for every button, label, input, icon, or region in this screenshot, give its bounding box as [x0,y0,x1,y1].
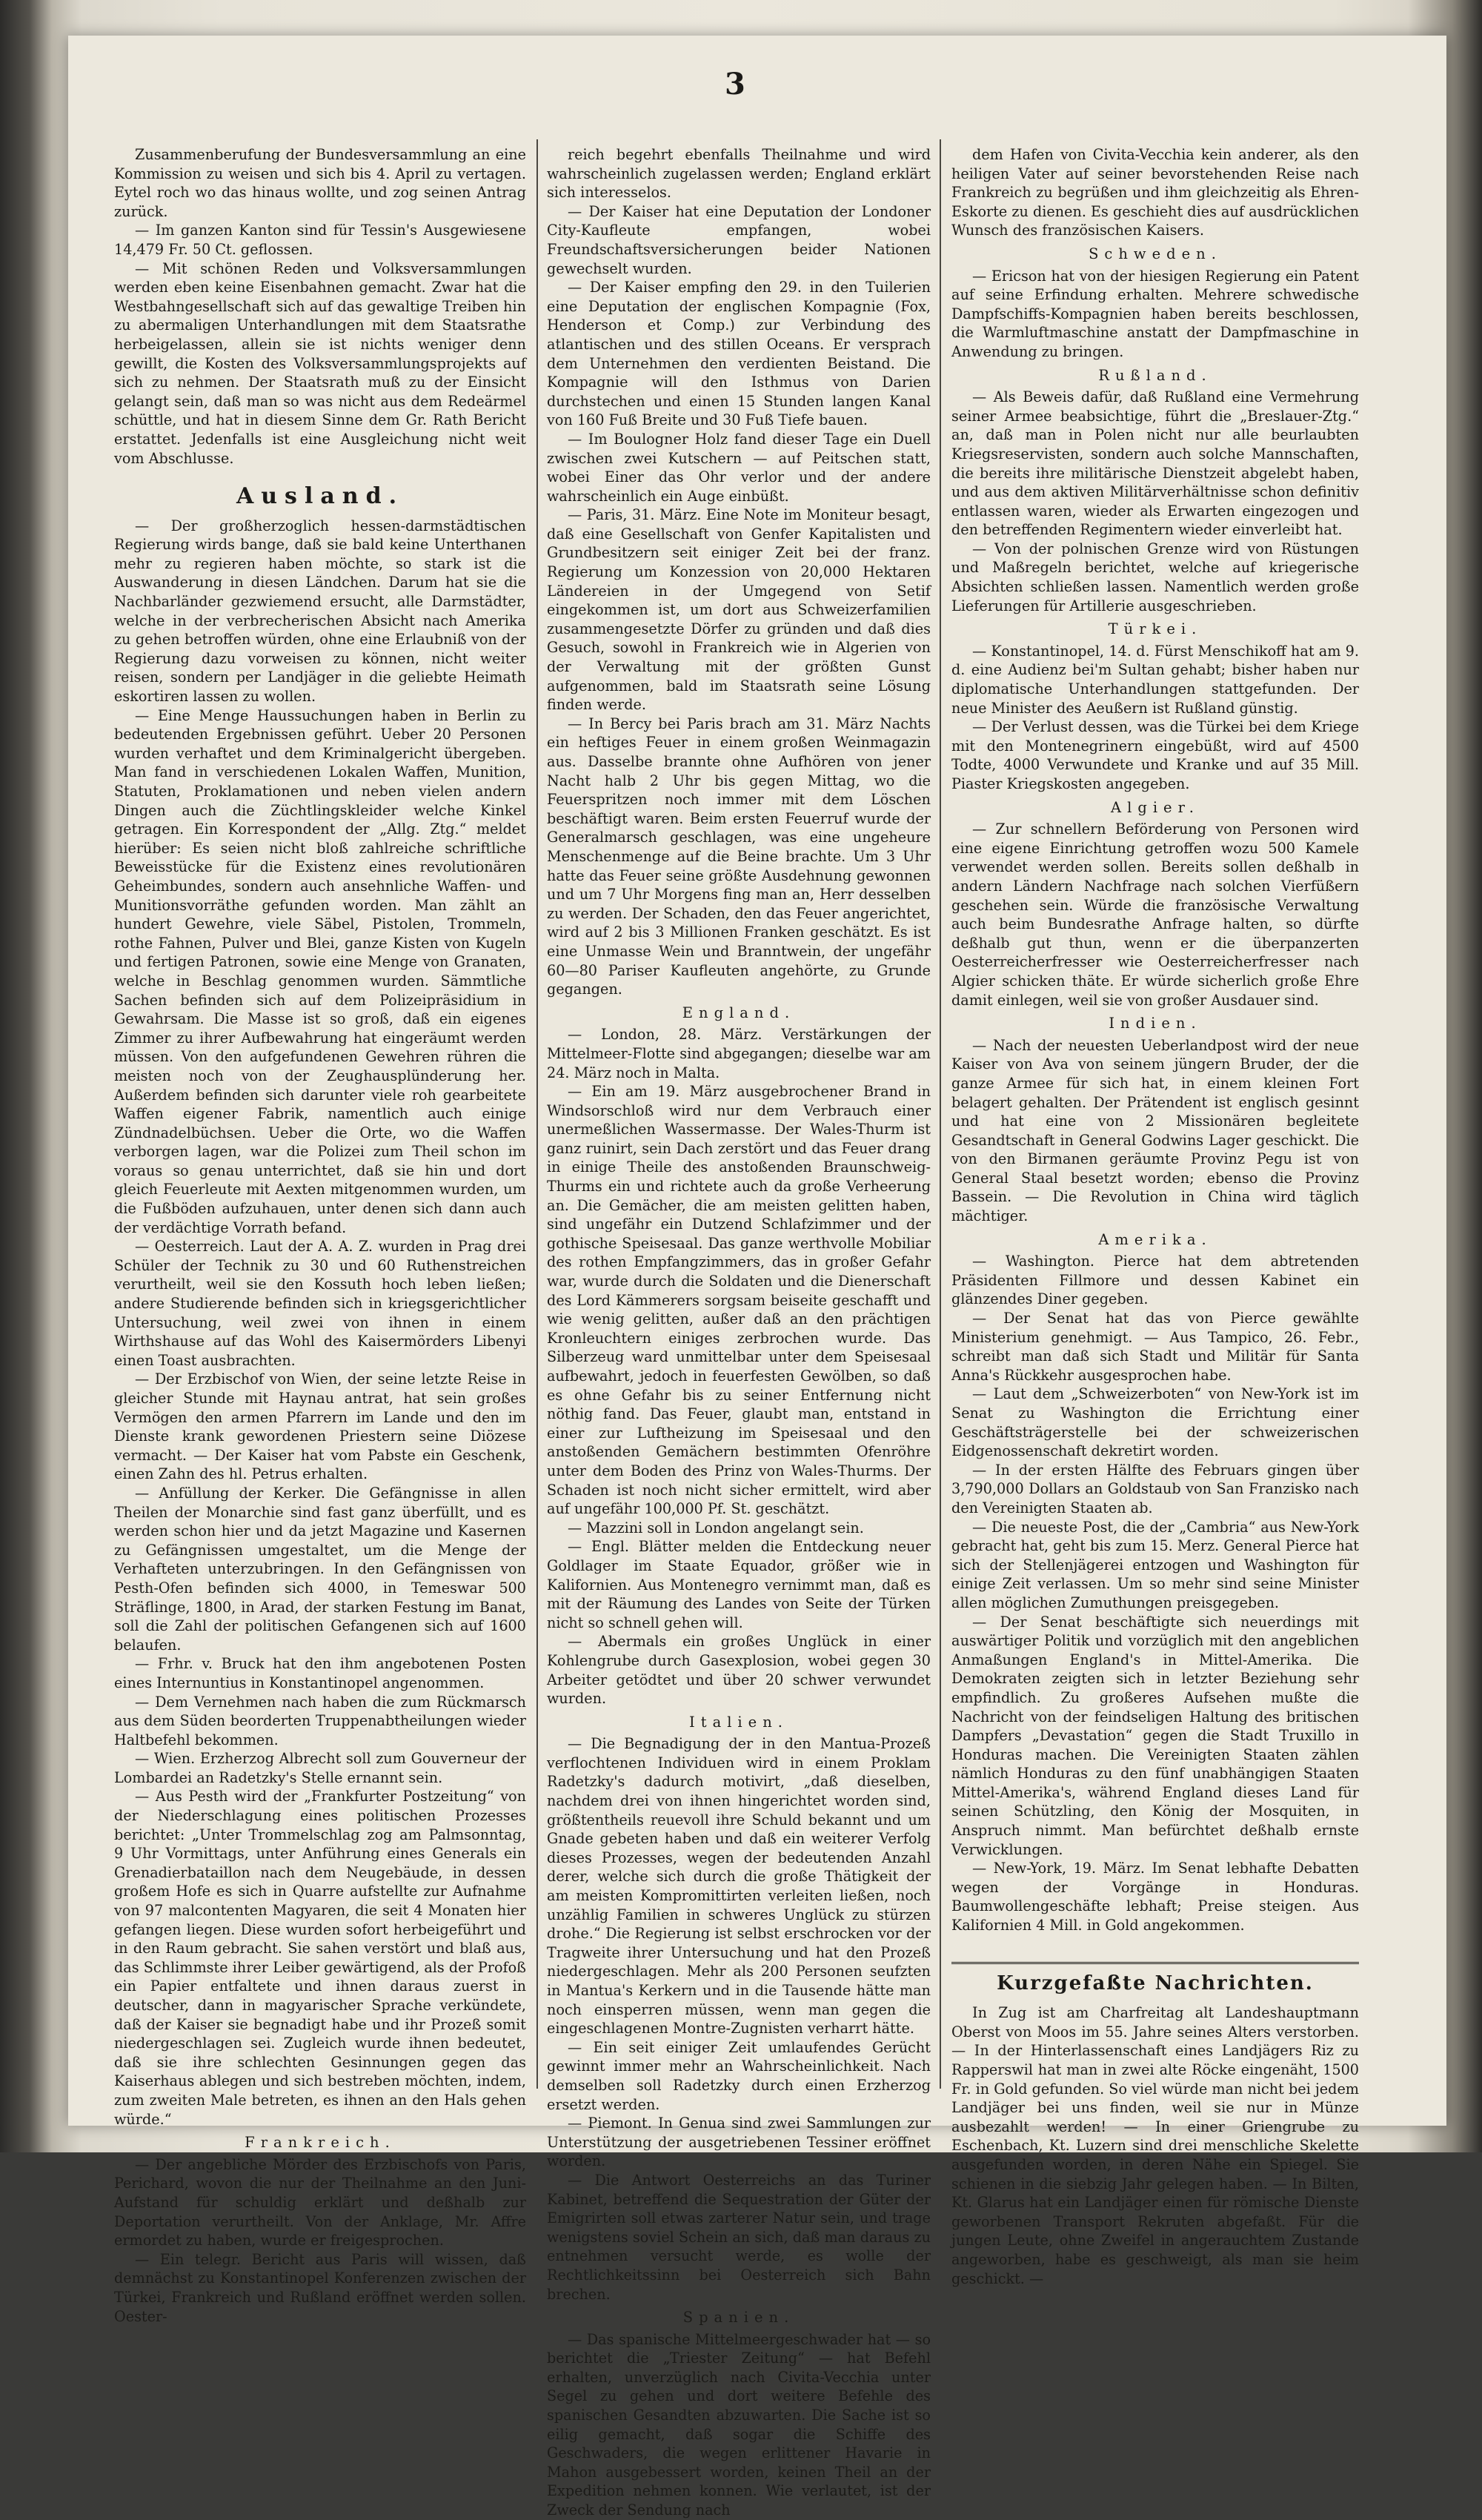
article-paragraph: — Der Senat beschäftigte sich neuerdings mit auswärtiger Politik und vorzüglich mit den angeblichen Anmaßungen England's in Mittel-Amerika. Die Demokraten zeigten sich in letzter Beziehung sehr empfindlich. Zu großeres Aufsehen mußte die Nachricht von der feindseligen Haltung des britischen Dampfers „Devastation“ gegen die Stadt Truxillo in Honduras machen. Die Vereinigten Staaten zählen nämlich Honduras zu den fünf unabhängigen Staaten Mittel-Amerika's, während England dieses Land für seinen Schützling, den König der Mosquiten, in Anspruch nimmt. Man befürchtet deßhalb ernste Verwicklungen. [951,1613,1359,1858]
page-number: 3 [725,67,745,102]
article-paragraph: — Nach der neuesten Ueberlandpost wird der neue Kaiser von Ava von seinem jüngern Bruder, der die ganze Armee für sich hat, in einem kleinen Fort belagert gehalten. Der Prätendent ist englisch gesinnt und hat eine von 2 Missionären begleitete Gesandtschaft in General Godwins Lager geschickt. Die von den Birmanen geräumte Provinz Pegu ist von General Staal besetzt worden; ebenso die Provinz Bassein. — Die Revolution in China wird täglich mächtiger. [951,1036,1359,1225]
frankreich-articles [114,2155,526,2326]
indien-articles [951,1036,1359,1226]
article-paragraph: — Mit schönen Reden und Volksversammlungen werden eben keine Eisenbahnen gemacht. Zwar hat die Westbahngesellschaft sich auf das gewaltige Treiben hin zu abermaligen Unterhandlungen mit dem Staatsrathe herbeigelassen, allein sie ist nichts weniger denn gewillt, die Kosten des Volksversammlungsprojekts auf sich zu nehmen. Der Staatsrath muß zu der Einsicht gelangt sein, daß man so was nicht aus dem Redeärmel schüttle, und hat in diesem Sinne dem Gr. Rath Bericht erstattet. Jedenfalls ist eine Ausgleichung nicht weit vom Abschlusse. [114,259,526,467]
article-paragraph: — Piemont. In Genua sind zwei Sammlungen zur Unterstützung der ausgetriebenen Tessiner eröffnet worden. [547,2115,931,2170]
article-paragraph: reich begehrt ebenfalls Theilnahme und wird wahrscheinlich zugelassen werden; England erklärt sich interesselos. [547,146,931,202]
section-heading-spanien: Spanien. [682,2309,795,2327]
article-paragraph: — In der ersten Hälfte des Februars gingen über 3,790,000 Dollars an Goldstaub von San Franzisko nach den Vereinigten Staaten ab. [951,1461,1359,1516]
russland-articles [951,388,1359,615]
article-paragraph: — New-York, 19. März. Im Senat lebhafte Debatten wegen der Vorgänge in Honduras. Baumwollengeschäfte lebhaft; Preise steigen. Aus Kalifornien 4 Mill. in Gold angekommen. [951,1860,1359,1934]
article-paragraph: — Paris, 31. März. Eine Note im Moniteur besagt, daß eine Gesellschaft von Genfer Kapitalisten und Grundbesitzern seit einiger Zeit bei der franz. Regierung um Konzession von 20,000 Hektaren Ländereien in der Umgegend von Setif eingekommen ist, um dort aus Schweizerfamilien zusammengesetzte Dörfer zu gründen und daß dies Gesuch, sowohl in Frankreich wie in Algerien von der Verwaltung mit der größten Gunst aufgenommen, bald im Staatsrath seine Lösung finden werde. [547,506,931,714]
article-paragraph: — Ericson hat von der hiesigen Regierung ein Patent auf seine Erfindung erhalten. Mehrere schwedische Dampfschiffs-Kompagnien haben bereits beschlossen, die Warmluftmaschine anstatt der Dampfmaschine in Anwendung zu bringen. [951,267,1359,360]
article-paragraph: — Engl. Blätter melden die Entdeckung neuer Goldlager im Staate Equador, größer wie in Kalifornien. Aus Montenegro vernimmt man, daß es mit der Räumung des Landes von Seite der Türken nicht so schnell gehen will. [547,1538,931,1631]
article-paragraph: — Frhr. v. Bruck hat den ihm angebotenen Posten eines Internuntius in Konstantinopel angenommen. [114,1655,526,1691]
tuerkei-articles [951,642,1359,794]
article-paragraph: — London, 28. März. Verstärkungen der Mittelmeer-Flotte sind abgegangen; dieselbe war am 24. März noch in Malta. [547,1026,931,1081]
article-paragraph: — Ein seit einiger Zeit umlaufendes Gerücht gewinnt immer mehr an Wahrscheinlichkeit. Nach demselben soll Radetzky durch einen Erzherzog ersetzt werden. [547,2038,931,2113]
article-paragraph: — Der Kaiser empfing den 29. in den Tuilerien eine Deputation der englischen Kompagnie (Fox, Henderson et Comp.) zur Verbindung des atlantischen und des stillen Oceans. Er versprach dem Unternehmen den verdienten Beistand. Die Kompagnie will den Isthmus von Darien durchstechen und einen 15 Stunden langen Kanal von 160 Fuß Breite und 30 Fuß Tiefe bauen. [547,279,931,429]
article-paragraph: In Zug ist am Charfreitag alt Landeshauptmann Oberst von Moos im 55. Jahre seines Alters verstorben. — In der Hinterlassenschaft eines Landjägers Riz zu Rapperswil hat man in zwei alte Röcke eingenäht, 1500 Fr. in Gold gefunden. So viel würde man nicht bei jedem Landjäger bei uns finden, weil sie nur in Münze ausbezahlt werden! — In einer Griengrube zu Eschenbach, Kt. Luzern sind drei menschliche Skelette ausgefunden worden, in deren Nähe ein Spiegel. Sie schienen in die siebzig Jahr gelegen haben. — In Bilten, Kt. Glarus hat ein Landjäger einen für römische Dienste geworbenen Transport Rekruten abgefaßt. Für die jungen Leute, ohne Zweifel in angerauchtem Zustande angeworben, habe es geschweigt, als man sie heim geschickt. — [951,2004,1359,2287]
article-paragraph: — In Bercy bei Paris brach am 31. März Nachts ein heftiges Feuer in einem großen Weinmagazin aus. Dasselbe brannte ohne Aufhören von jener Nacht halb 2 Uhr bis gegen Mittag, wo die Feuerspritzen noch immer mit dem Löschen beschäftigt waren. Beim ersten Feuerruf wurde der Generalmarsch geschlagen, was eine ungeheure Menschenmenge auf die Beine brachte. Um 3 Uhr hatte das Feuer seine größte Ausdehnung gewonnen und um 7 Uhr Morgens fing man an, Herr desselben zu werden. Der Schaden, den das Feuer angerichtet, wird auf 2 bis 3 Millionen Franken geschätzt. Es ist eine Unmasse Wein und Branntwein, der ungefähr 60—80 Pariser Kaufleuten angehörte, zu Grunde gegangen. [547,714,931,998]
schweden-articles [951,267,1359,362]
article-paragraph: — Im ganzen Kanton sind für Tessin's Ausgewiesene 14,479 Fr. 50 Ct. geflossen. [114,222,526,258]
article-paragraph: — Der großherzoglich hessen-darmstädtischen Regierung wirds bange, daß sie bald keine Unterthanen mehr zu regieren haben möchte, so stark ist die Auswanderung in diesen Ländchen. Darum hat sie die Nachbarländer gezwiemend ersucht, alle Darmstädter, welche in der verbrecherischen Absicht nach Amerika zu gehen betroffen würden, ohne eine Erlaubniß von der Regierung dazu vorweisen zu können, nicht weiter reisen, sondern per Landjäger in die geliebte Heimath eskortiren lassen zu wollen. [114,517,526,706]
article-paragraph: — Wien. Erzherzog Albrecht soll zum Gouverneur der Lombardei an Radetzky's Stelle ernannt sein. [114,1750,526,1786]
section-heading-frankreich: Frankreich. [245,2134,396,2152]
article-paragraph: — Im Boulogner Holz fand dieser Tage ein Duell zwischen zwei Kutschern — auf Peitschen statt, wobei Einer das Ohr verlor und der andere wahrscheinlich ein Auge einbüßt. [547,430,931,505]
section-heading-algier: Algier. [1111,798,1200,816]
article-paragraph: — Der Senat hat das von Pierce gewählte Ministerium genehmigt. — Aus Tampico, 26. Febr., schreibt man daß sich Stadt und Militär für Santa Anna's Rückkehr ausgesprochen habe. [951,1310,1359,1384]
section-heading-russland: Rußland. [1098,366,1212,384]
article-paragraph: — Der Erzbischof von Wien, der seine letzte Reise in gleicher Stunde mit Haynau antrat, hat sein großes Vermögen den armen Pfarrern im Lande und den im Dienste krank gewordenen Priestern seine Diözese vermacht. — Der Kaiser hat vom Pabste ein Geschenk, einen Zahn des hl. Petrus erhalten. [114,1370,526,1483]
article-paragraph: — Abermals ein großes Unglück in einer Kohlengrube durch Gasexplosion, wobei gegen 30 Arbeiter getödtet und über 20 schwer verwundet wurden. [547,1633,931,1708]
article-paragraph: — Konstantinopel, 14. d. Fürst Menschikoff hat am 9. d. eine Audienz bei'm Sultan gehabt; bisher haben nur diplomatische Unterhandlungen stattgefunden. Der neue Minister des Aeußern ist Rußland günstig. [951,642,1359,717]
article-paragraph: — Aus Pesth wird der „Frankfurter Postzeitung“ von der Niederschlagung eines politischen Prozesses berichtet: „Unter Trommelschlag zog am Palmsonntag, 9 Uhr Vormittags, unter Anführung eines Generals ein Grenadierbataillon nach dem Neugebäude, in dessen großem Hofe es sich in Quarre aufstellte zur Aufnahme von 97 malcontenten Magyaren, die seit 4 Monaten hier gefangen liegen. Diese wurden sofort herbeigeführt und in den Raum gebracht. Sie sahen verstört und blaß aus, das Schlimmste ihrer Leiber gewärtigend, als der Profoß ein Papier entfaltete und ihnen daraus zuerst in deutscher, dann in magyarischer Sprache verkündete, daß der Kaiser sie begnadigt habe und ihr Prozeß somit niedergeschlagen sei. Zugleich wurde ihnen bedeutet, daß sie ihre schlechten Gesinnungen gegen das Kaiserhaus ablegen und sich bestreben möchten, indem, zum zweiten Male betreten, es ihnen an den Hals gehen würde.“ [114,1788,526,2128]
article-paragraph: — Dem Vernehmen nach haben die zum Rückmarsch aus dem Süden beorderten Truppenabtheilungen wieder Haltbefehl bekommen. [114,1693,526,1748]
section-heading-ausland: Ausland. [236,483,405,510]
article-paragraph: — Zur schnellern Beförderung von Personen wird eine eigene Einrichtung getroffen wozu 500 Kamele verwendet werden sollen. Bereits sollen deßhalb in andern Ländern Nachfrage nach solchen Vierfüßern geschehen sein. Würde die französische Verwaltung auch beim Bundesrathe Anfrage halten, so dürfte deßhalb gut thun, wenn er die überpanzerten Oesterreicherfresser wie Oesterreicherfresser nach Algier schicken thäte. Er würde sicherlich große Ehre damit einlegen, weil sie von großer Ausdauer sind. [951,820,1359,1009]
england-articles [547,1025,931,1708]
column-2 [547,145,931,2519]
article-paragraph: — Ein telegr. Bericht aus Paris will wissen, daß demnächst zu Konstantinopel Konferenzen zwischen der Türkei, Frankreich und Rußland eröffnet werden sollen. Oester- [114,2250,526,2325]
section-heading-kurzgefasste-nachrichten: Kurzgefaßte Nachrichten. [951,1962,1359,1994]
section-heading-italien: Italien. [689,1713,788,1731]
article-paragraph: — Von der polnischen Grenze wird von Rüstungen und Maßregeln berichtet, welche auf kriegerische Absichten schließen lassen. Namentlich werden große Lieferungen für Artillerie ausgeschrieben. [951,540,1359,614]
article-paragraph: — Eine Menge Haussuchungen haben in Berlin zu bedeutenden Ergebnissen geführt. Ueber 20 Personen wurden verhaftet und dem Kriminalgericht übergeben. Man fand in verschiedenen Lokalen Waffen, Munition, Statuten, Proklamationen und neben vielen andern Dingen auch die Züchtlingskleider welche Kinkel getragen. Ein Korrespondent der „Allg. Ztg.“ meldet hierüber: Es seien nicht bloß zahlreiche schriftliche Beweisstücke für die Existenz eines revolutionären Geheimbundes, sondern auch ansehnliche Waffen- und Munitionsvorräthe gefunden worden. Man zählt an hundert Gewehre, viele Säbel, Pistolen, Trommeln, rothe Fahnen, Pulver und Blei, ganze Kisten von Kugeln und fertigen Patronen, sowie eine Menge von Granaten, welche in Beschlag genommen wurden. Sämmtliche Sachen befinden sich auf dem Polizeipräsidium in Gewahrsam. Die Masse ist so groß, daß ein eigenes Zimmer zu ihrer Aufbewahrung hat eingeräumt werden müssen. Von den aufgefundenen Gewehren rühren die meisten noch von der Zeughausplünderung her. Außerdem befinden sich darunter viele roh gearbeitete Waffen eigener Fabrik, namentlich auch einige Zündnadelbüchsen. Ueber die Orte, wo die Waffen verborgen lagen, war die Polizei zum Theil schon im voraus so genau unterrichtet, daß sie hin und dort gleich Feuerleute mit Aexten mitgenommen wurden, um die Fußböden aufzuhauen, unter denen sich dann auch der verdächtige Vorrath befand. [114,706,526,1236]
column-divider [940,139,941,2089]
article-paragraph: dem Hafen von Civita-Vecchia kein anderer, als den heiligen Vater auf seiner bevorstehenden Reise nach Frankreich zu begrüßen und ihm gleichzeitig als Ehren-Eskorte zu dienen. Es geschieht dies auf ausdrücklichen Wunsch des französischen Kaisers. [951,146,1359,239]
column-2-top [547,145,931,999]
column-divider [536,139,538,2089]
article-paragraph: — Der Kaiser hat eine Deputation der Londoner City-Kaufleute empfangen, wobei Freundschaftsversicherungen beider Nationen gewechselt wurden. [547,202,931,277]
article-paragraph: — Mazzini soll in London angelangt sein. [568,1519,864,1536]
article-paragraph: — Die Begnadigung der in den Mantua-Prozeß verflochtenen Individuen wird in einem Proklam Radetzky's dadurch motivirt, „daß dieselben, nachdem drei von ihnen hingerichtet worden sind, größtentheils reuevoll ihre Schuld bekannt und um Gnade gebeten haben und daß ein weiterer Verfolg dieses Prozesses, wegen der bedeutenden Anzahl derer, welche sich durch die große Thätigkeit der am meisten Kompromittirten verleiten ließen, noch unzählig Familien in schweres Unglück zu stürzen drohe.“ Die Regierung ist selbst erschrocken vor der Tragweite ihrer Untersuchung und hat den Prozeß niedergeschlagen. Mehr als 200 Personen seufzten in Mantua's Kerkern und in die Tausende hätte man noch einsperren müssen, wenn man gegen die eingeschlagenen Montre-Zugnisten verharrt hätte. [547,1735,931,2037]
italien-articles [547,1734,931,2304]
section-heading-indien: Indien. [1109,1015,1202,1032]
article-paragraph: — Washington. Pierce hat dem abtretenden Präsidenten Fillmore und dessen Kabinet ein glänzendes Diner gegeben. [951,1253,1359,1308]
article-paragraph: — Laut dem „Schweizerboten“ von New-York ist im Senat zu Washington die Errichtung einer Geschäftsträgerstelle bei der schweizerischen Eidgenossenschaft dekretirt worden. [951,1385,1359,1460]
kurz-articles [951,2003,1359,2288]
article-paragraph: — Der Verlust dessen, was die Türkei bei dem Kriege mit den Montenegrinern eingebüßt, wird auf 4500 Todte, 4000 Verwundete und Kranke und auf 35 Mill. Piaster Kriegskosten angegeben. [951,718,1359,792]
column-3 [951,145,1359,2287]
article-paragraph: — Ein am 19. März ausgebrochener Brand in Windsorschloß wird nur dem Verbrauch einer unermeßlichen Wassermasse. Der Wales-Thurm ist ganz ruinirt, sein Dach zerstört und das Feuer drang in einige Theile des anstoßenden Braunschweig-Thurms ein und richtete auch da große Verheerung an. Die Gemächer, die am meisten gelitten haben, sind ungefähr ein Dutzend Schlafzimmer und der gothische Speisesaal. Das ganze werthvolle Mobiliar des rothen Empfangzimmers, das in großer Gefahr war, wurde durch die Soldaten und die Dienerschaft des Lord Kämmerers sorgsam beiseite geschafft und wie wenig gelitten, außer daß an den prächtigen Kronleuchtern einiges zerbrochen wurde. Das Silberzeug ward unmittelbar unter dem Speisesaal aufbewahrt, jedoch in feuerfesten Gewölben, so daß es ohne Gefahr bis zu seiner Entfernung nicht nöthig fand. Das Feuer, glaubt man, entstand in einer zur Luftheizung im Speisesaal und den anstoßenden Gemächern bestimmten Ofenröhre unter dem Boden des Prinz von Wales-Thurms. Der Schaden ist noch nicht sicher ermittelt, wird aber auf ungefähr 100,000 Pf. St. geschätzt. [547,1083,931,1518]
article-paragraph: — Die Antwort Oesterreichs an das Turiner Kabinet, betreffend die Sequestration der Güter der Emigrirten soll etwas zarterer Natur sein, und trage wenigstens soviel Schein an sich, daß man daraus zu entnehmen versucht werde, es wolle der Rechtlichkeitssinn bei Oesterreich sich Bahn brechen. [547,2171,931,2303]
article-paragraph: — Der angebliche Mörder des Erzbischofs von Paris, Perichard, wovon die nur der Theilnahme an den Juni-Aufstand für schuldig erklärt und deßhalb zur Deportation verurtheilt. Von der Anklage, Mr. Affre ermordet zu haben, wurde er freigesprochen. [114,2155,526,2249]
article-paragraph: — Als Beweis dafür, daß Rußland eine Vermehrung seiner Armee beabsichtige, führt die „Breslauer-Ztg.“ an, daß man in Polen nicht nur alle beurlaubten Kriegsreservisten, sondern auch solche Mannschaften, die bereits ihre militärische Dienstzeit abgelebt haben, und aus dem aktiven Militärverhältnisse schon definitiv entlassen waren, wieder als Erwarten eingezogen und den betreffenden Regimentern wieder einverleibt hat. [951,388,1359,539]
section-heading-tuerkei: Türkei. [1108,620,1203,638]
ausland-articles [114,517,526,2129]
article-paragraph: — Anfüllung der Kerker. Die Gefängnisse in allen Theilen der Monarchie sind fast ganz überfüllt, und es werden schon hier und da jetzt Magazine und Kasernen zu Gefängnissen umgestaltet, um die Menge der Verhafteten unterzubringen. In den Gefängnissen von Pesth-Ofen befinden sich 4000, in Temeswar 500 Sträflinge, 1800, in Arad, der starken Festung im Banat, soll die Zahl der politischen Gefangenen sich auf 1600 belaufen. [114,1484,526,1654]
article-paragraph: — Oesterreich. Laut der A. A. Z. wurden in Prag drei Schüler der Technik zu 30 und 60 Ruthenstreichen verurtheilt, weil sie den Kossuth hoch leben ließen; andere Studierende befinden sich in kriegsgerichtlicher Untersuchung, weil zwei von ihnen in einem Wirthshause auf das Wohl des Kaisermörders Libenyi einen Toast ausbrachten. [114,1238,526,1369]
section-heading-schweden: Schweden. [1089,245,1222,262]
spanien-articles [547,2330,931,2520]
column-1 [114,145,526,2325]
algier-articles [951,820,1359,1009]
section-heading-england: England. [682,1004,796,1021]
article-paragraph: Zusammenberufung der Bundesversammlung an eine Kommission zu weisen und sich bis 4. April zu vertagen. Eytel roch wo das hinaus wollte, und zog seinen Antrag zurück. [114,146,526,220]
article-paragraph: — Das spanische Mittelmeergeschwader hat — so berichtet die „Triester Zeitung“ — hat Befehl erhalten, unverzüglich nach Civita-Vecchia unter Segel zu gehen und dort weitere Befehle des spanischen Gesandten abzuwarten. Die Sache ist so eilig gemacht, daß sogar die Schiffe des Geschwaders, die wegen erlittener Havarie in Mahon ausgebessert worden, keinen Theil an der Expedition nehmen konnen. Wie verlautet, ist der Zweck der Sendung nach [547,2330,931,2519]
column-3-top [951,145,1359,240]
article-paragraph: — Die neueste Post, die der „Cambria“ aus New-York gebracht hat, geht bis zum 15. Merz. General Pierce hat sich der Stellenjägerei entzogen und Washington für einige Zeit verlassen. Um so mehr sind seine Minister allen möglichen Zumuthungen preisgegeben. [951,1518,1359,1611]
section-heading-amerika: Amerika. [1098,1230,1212,1248]
column-1-top [114,145,526,468]
amerika-articles [951,1252,1359,1934]
